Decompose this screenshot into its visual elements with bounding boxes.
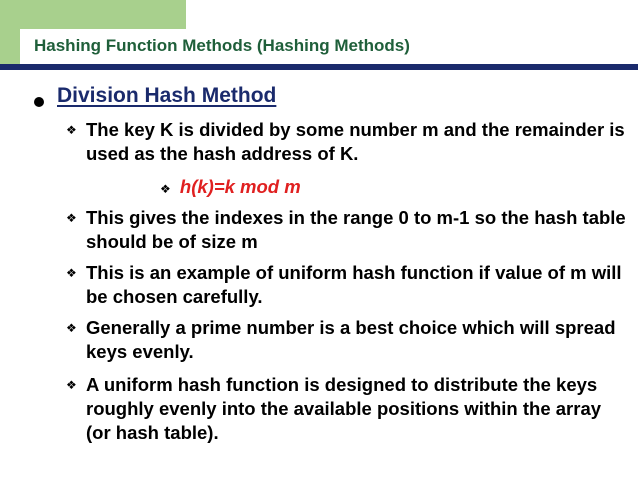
list-item-prime-choice xyxy=(66,316,626,364)
list-item-uniform-example xyxy=(66,261,626,309)
list-item-uniform-definition xyxy=(66,373,626,445)
diamond-bullet-icon: ❖ xyxy=(66,211,77,225)
list-item-index-range xyxy=(66,206,626,254)
formula-line xyxy=(160,175,301,201)
title-divider xyxy=(0,64,638,70)
diamond-bullet-icon: ❖ xyxy=(66,378,77,392)
corner-accent-block xyxy=(0,0,186,29)
list-item-text: This is an example of uniform hash function if value of m will be chosen carefully. xyxy=(86,262,622,307)
list-item-text: Generally a prime number is a best choice which will spread keys evenly. xyxy=(86,317,616,362)
list-item-text: A uniform hash function is designed to distribute the keys roughly evenly into the available positions within the array (or hash table). xyxy=(86,374,602,443)
slide-title: Hashing Function Methods (Hashing Methods) xyxy=(34,36,410,55)
list-item-key-division xyxy=(66,118,626,166)
section-heading: Division Hash Method xyxy=(57,84,277,107)
diamond-bullet-icon: ❖ xyxy=(66,321,77,335)
left-accent-strip xyxy=(0,0,20,69)
list-item-text: The key K is divided by some number m and the remainder is used as the hash address of K. xyxy=(86,119,625,164)
diamond-bullet-icon: ❖ xyxy=(66,266,77,280)
bullet-dot-icon xyxy=(34,97,44,107)
diamond-bullet-icon: ❖ xyxy=(160,182,171,196)
list-item-text: This gives the indexes in the range 0 to m-1 so the hash table should be of size m xyxy=(86,207,626,252)
hash-formula: h(k)=k mod m xyxy=(179,176,301,197)
diamond-bullet-icon: ❖ xyxy=(66,123,77,137)
